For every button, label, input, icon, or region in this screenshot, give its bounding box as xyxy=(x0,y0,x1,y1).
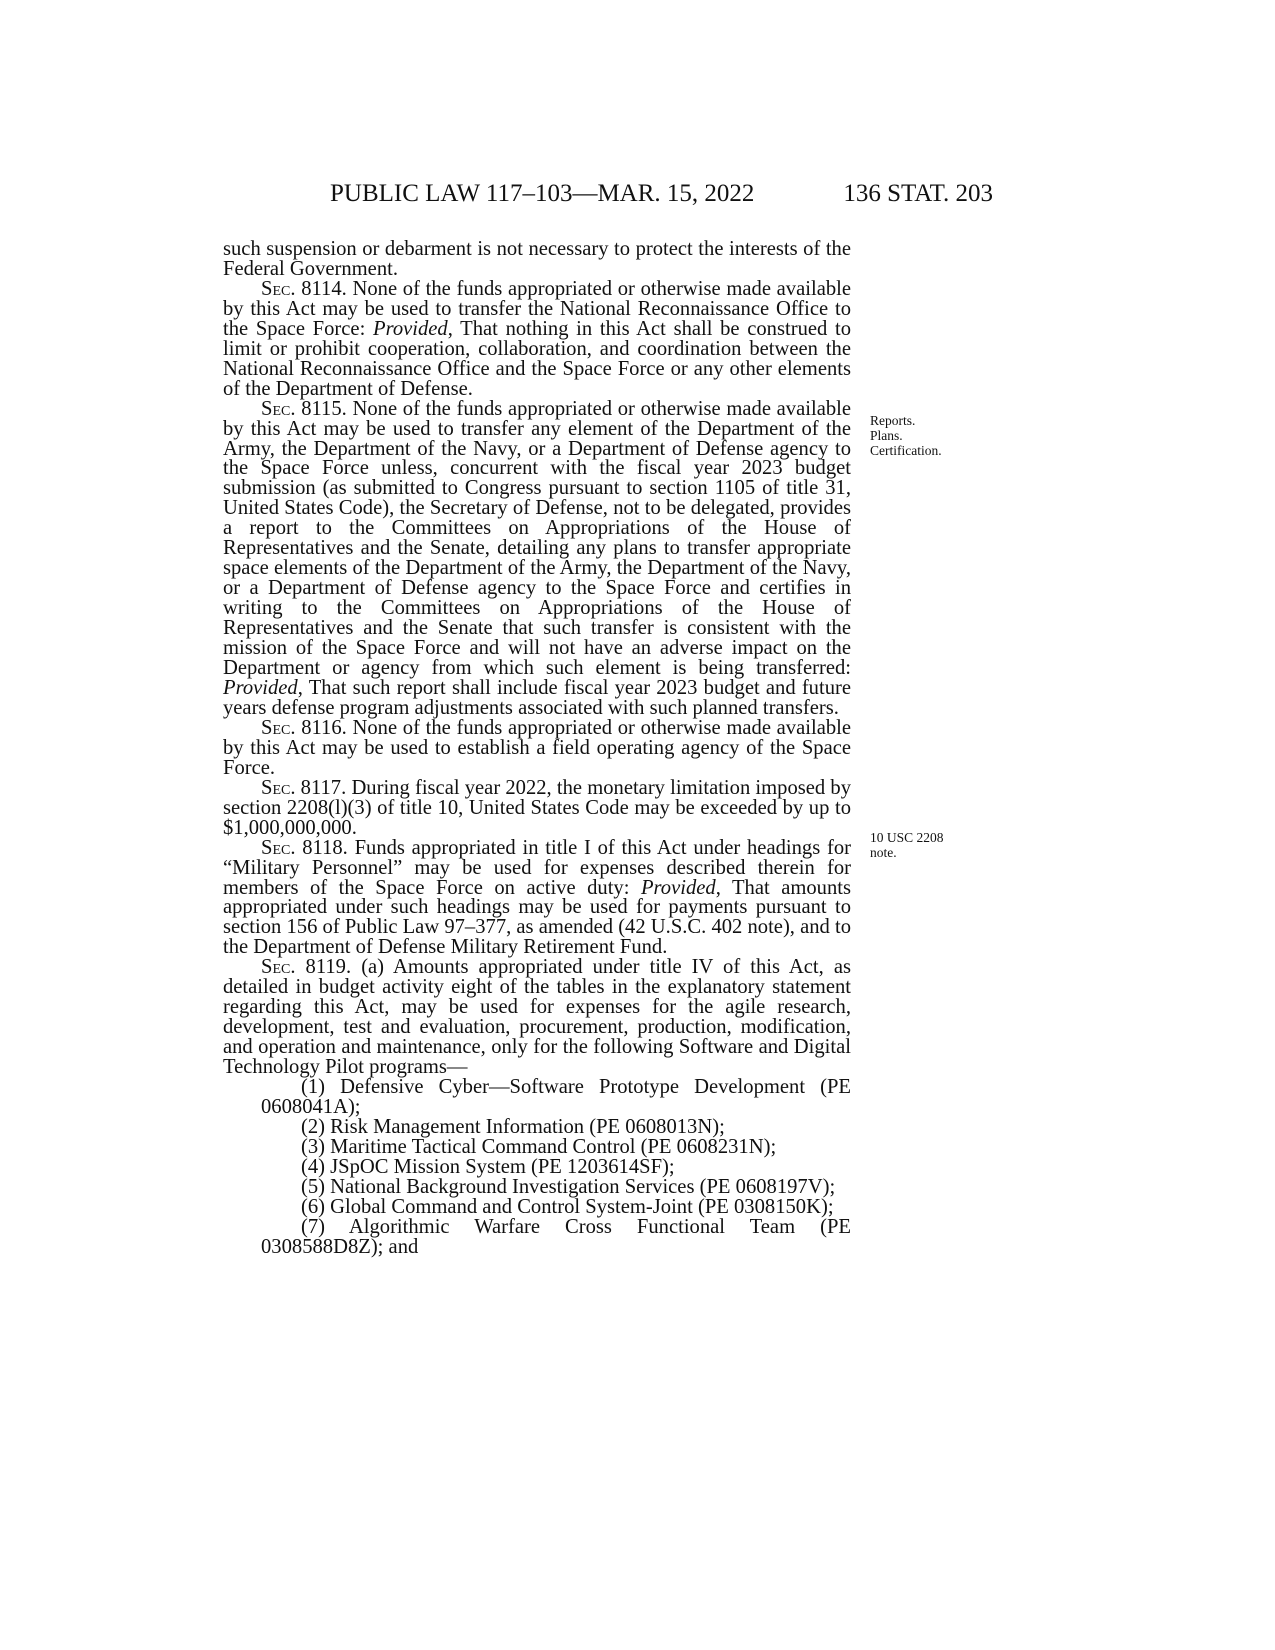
paragraph-continuation: such suspension or debarment is not necessary to protect the interests of the Federal Government. xyxy=(223,238,851,280)
list-item: (2) Risk Management Information (PE 0608013N); xyxy=(301,1115,725,1138)
margin-note-line: Plans. xyxy=(870,428,903,443)
section-number: Sec. 8114. xyxy=(261,277,347,300)
statute-page-number: 136 STAT. 203 xyxy=(843,180,993,207)
section-number: Sec. 8119. xyxy=(261,956,352,979)
margin-note-usc xyxy=(870,830,944,860)
list-item: (7) Algorithmic Warfare Cross Functional Team (PE 0308588D8Z); and xyxy=(261,1215,851,1258)
provided-term: Provided xyxy=(640,876,716,899)
margin-note-line: note. xyxy=(870,845,897,860)
margin-note-reports xyxy=(870,413,942,458)
provided-term: Provided xyxy=(223,676,298,699)
list-item: (6) Global Command and Control System-Joint (PE 0308150K); xyxy=(301,1195,834,1218)
section-8114: Sec. 8114. None of the funds appropriated or otherwise made available by this Act may be used to transfer the National Reconnaissance Office to the Space Force: Provided, That nothing in this Act shall be construed to limit or prohibit cooperation, collaboration, and coordination between the National Reconnaissance Office and the Space Force or any other elements of the Department of Defense. xyxy=(223,277,852,400)
list-item: (4) JSpOC Mission System (PE 1203614SF); xyxy=(301,1155,675,1178)
body-text xyxy=(223,240,851,1258)
pilot-programs-list xyxy=(223,1078,851,1258)
section-8117: Sec. 8117. During fiscal year 2022, the monetary limitation imposed by section 2208(l)(3) of title 10, United States Code may be exceeded by up to $1,000,000,000. xyxy=(223,776,851,839)
running-head-title: PUBLIC LAW 117–103—MAR. 15, 2022 xyxy=(330,180,755,207)
page-header xyxy=(223,180,993,216)
section-8119: Sec. 8119. (a) Amounts appropriated under title IV of this Act, as detailed in budget activity eight of the tables in the explanatory statement regarding this Act, may be used for expenses for the agile research, development, test and evaluation, procurement, production, modification, and operation and maintenance, only for the following Software and Digital Technology Pilot programs— xyxy=(223,956,852,1079)
section-8115: Sec. 8115. None of the funds appropriated or otherwise made available by this Act may be used to transfer any element of the Department of the Army, the Department of the Navy, or a Department of Defense agency to the Space Force unless, concurrent with the fiscal year 2023 budget submission (as submitted to Congress pursuant to section 1105 of title 31, United States Code), the Secretary of Defense, not to be delegated, provides a report to the Committees on Appropriations of the House of Representatives and the Senate, detailing any plans to transfer appropriate space elements of the Department of the Army, the Department of the Navy, or a Department of Defense agency to the Space Force and certifies in writing to the Committees on Appropriations of the House of Representatives and the Senate that such transfer is consistent with the mission of the Space Force and will not have an adverse impact on the Department or agency from which such element is being transferred: Provided, That such report shall include fiscal year 2023 budget and future years defense program adjustments associated with such planned transfers. xyxy=(223,397,851,719)
list-item: (5) National Background Investigation Services (PE 0608197V); xyxy=(301,1175,836,1198)
margin-note-line: Reports. xyxy=(870,413,916,428)
margin-note-line: 10 USC 2208 xyxy=(870,830,944,845)
section-8118: Sec. 8118. Funds appropriated in title I of this Act under headings for “Military Personnel” may be used for expenses described therein for members of the Space Force on active duty: Provided, That amounts appropriated under such headings may be used for payments pursuant to section 156 of Public Law 97–377, as amended (42 U.S.C. 402 note), and to the Department of Defense Military Retirement Fund. xyxy=(223,836,852,959)
list-item: (3) Maritime Tactical Command Control (PE 0608231N); xyxy=(301,1135,777,1158)
list-item: (1) Defensive Cyber—Software Prototype Development (PE 0608041A); xyxy=(261,1076,851,1118)
section-number: Sec. 8117. xyxy=(261,776,347,799)
section-8116: Sec. 8116. None of the funds appropriated or otherwise made available by this Act may be used to establish a field operating agency of the Space Force. xyxy=(223,716,851,779)
section-number: Sec. 8118. xyxy=(261,836,348,859)
section-number: Sec. 8115. xyxy=(261,397,347,420)
margin-note-line: Certification. xyxy=(870,443,942,458)
section-number: Sec. 8116. xyxy=(261,716,347,739)
provided-term: Provided xyxy=(372,317,448,340)
